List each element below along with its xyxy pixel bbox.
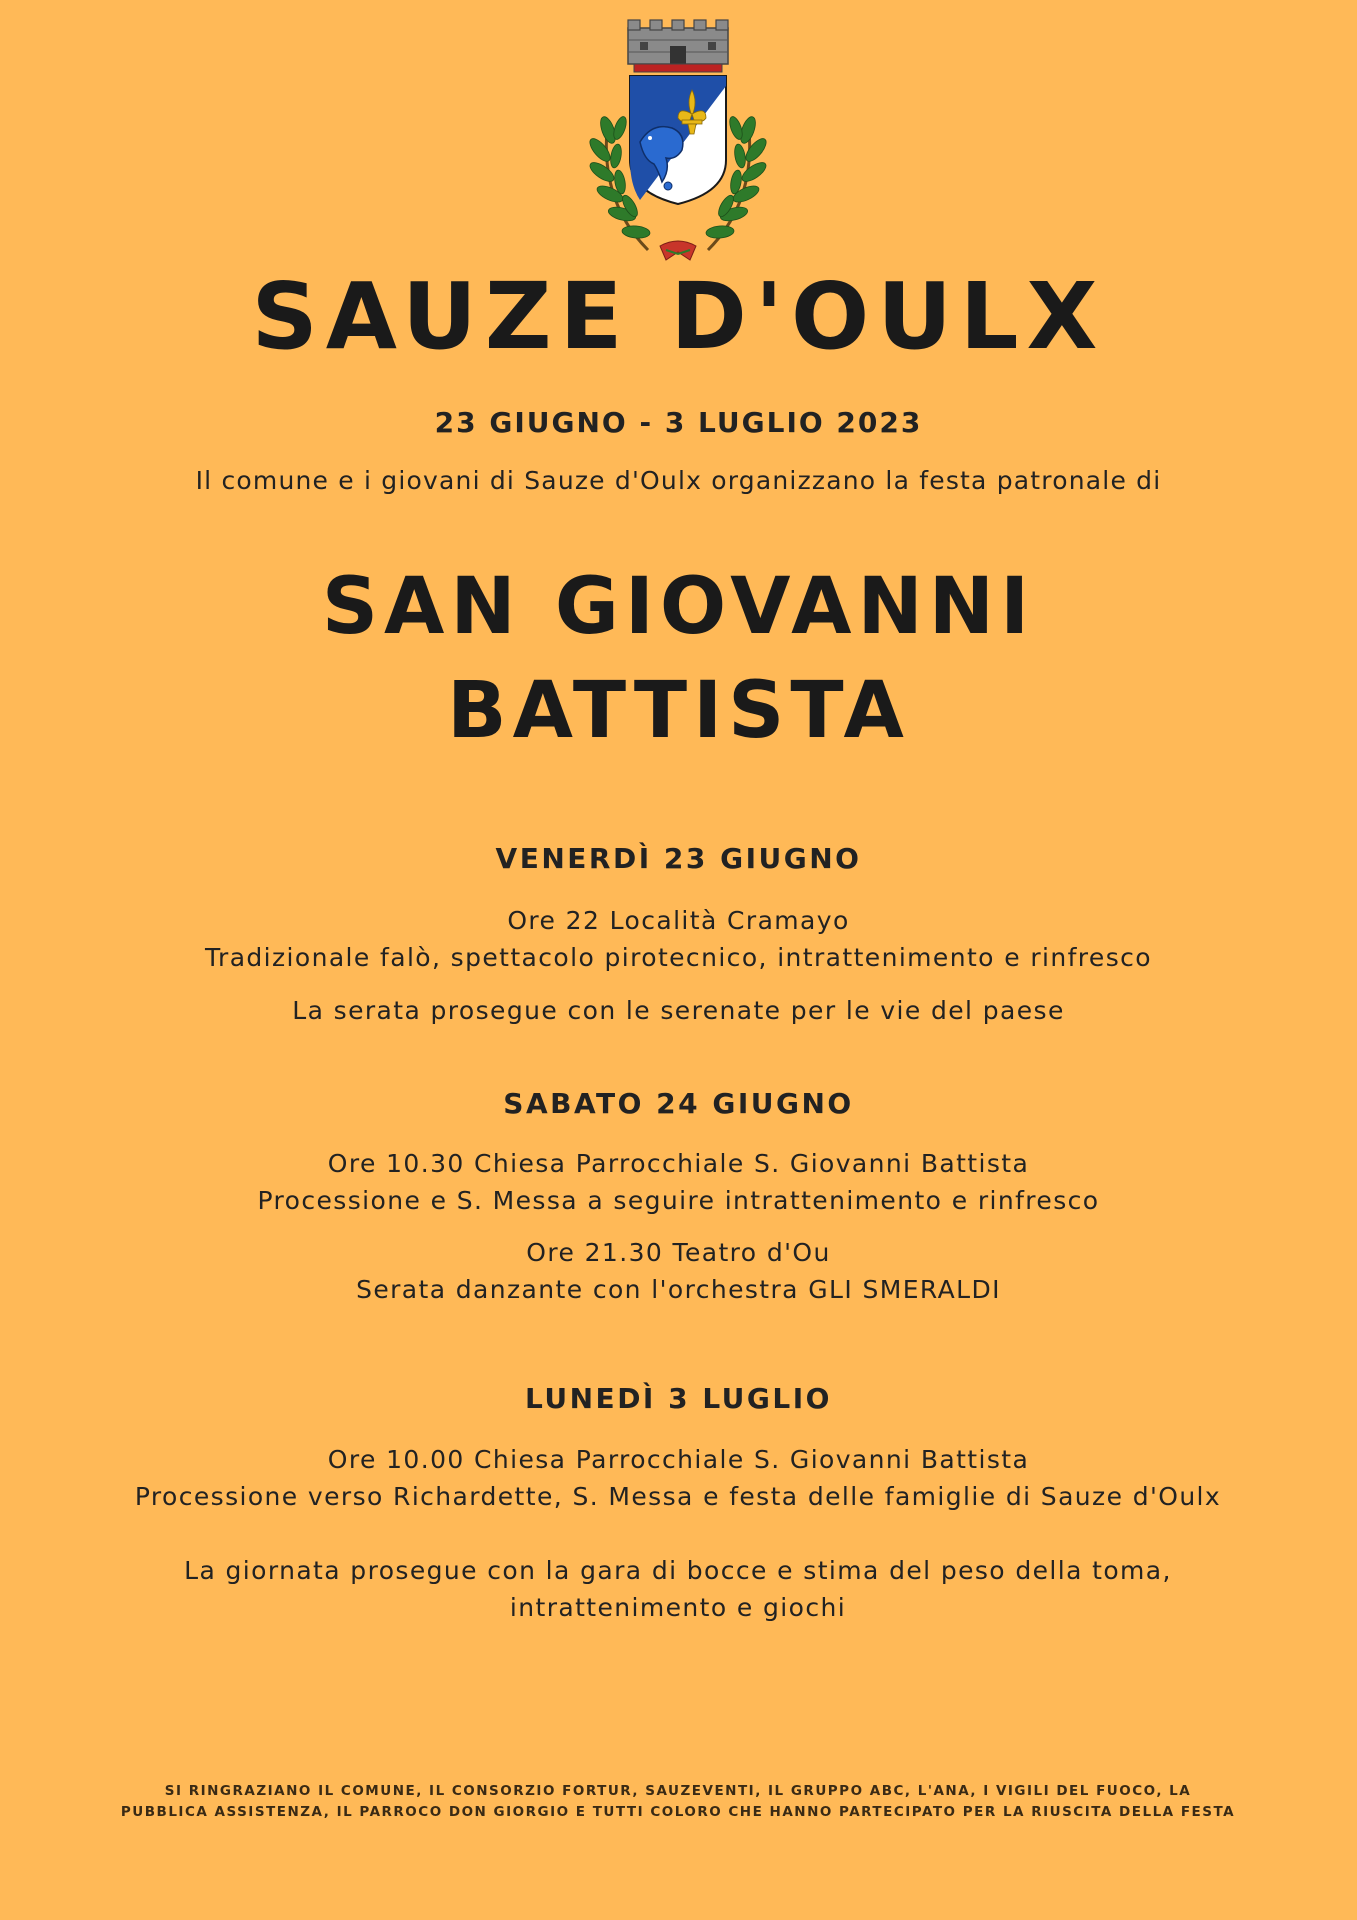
ribbon [660, 241, 696, 260]
day-heading-friday: VENERDÌ 23 GIUGNO [495, 842, 862, 875]
event-line: Tradizionale falò, spettacolo pirotecnico, intrattenimento e rinfresco [205, 943, 1152, 972]
event-line: Processione verso Richardette, S. Messa e festa delle famiglie di Sauze d'Oulx [134, 1482, 1222, 1511]
event-line: Ore 10.30 Chiesa Parrocchiale S. Giovanni Battista [327, 1149, 1030, 1178]
event-line: La serata prosegue con le serenate per le vie del paese [292, 996, 1065, 1025]
town-title: SAUZE D'OULX [251, 263, 1106, 370]
day-heading-monday: LUNEDÌ 3 LUGLIO [525, 1382, 832, 1415]
festival-title [0, 555, 1357, 763]
event-line: Ore 21.30 Teatro d'Ou [526, 1238, 831, 1267]
festival-title-line2: BATTISTA [447, 666, 910, 756]
festival-dates: 23 GIUGNO - 3 LUGLIO 2023 [434, 406, 923, 439]
day-heading-saturday: SABATO 24 GIUGNO [503, 1087, 854, 1120]
intro-text: Il comune e i giovani di Sauze d'Oulx organizzano la festa patronale di [195, 466, 1162, 495]
event-line: Processione e S. Messa a seguire intrattenimento e rinfresco [257, 1186, 1100, 1215]
event-line: Serata danzante con l'orchestra GLI SMERALDI [356, 1275, 1001, 1304]
shield [630, 76, 726, 204]
festival-title-line1: SAN GIOVANNI [321, 562, 1036, 652]
event-line: Ore 22 Località Cramayo [507, 906, 850, 935]
mural-crown [628, 20, 728, 72]
event-line: Ore 10.00 Chiesa Parrocchiale S. Giovanni Battista [327, 1445, 1030, 1474]
coat-of-arms-icon [578, 10, 778, 270]
acknowledgements: SI RINGRAZIANO IL COMUNE, IL CONSORZIO FORTUR, SAUZEVENTI, IL GRUPPO ABC, L'ANA, I VIGILI DEL FUOCO, LA PUBBLICA ASSISTENZA, IL PARROCO DON GIORGIO E TUTTI COLORO CHE HANNO PARTECIPATO PER LA RIUSCITA DELLA FESTA [120, 1783, 1236, 1820]
event-line: La giornata prosegue con la gara di bocce e stima del peso della toma, intrattenimento e giochi [184, 1556, 1172, 1622]
